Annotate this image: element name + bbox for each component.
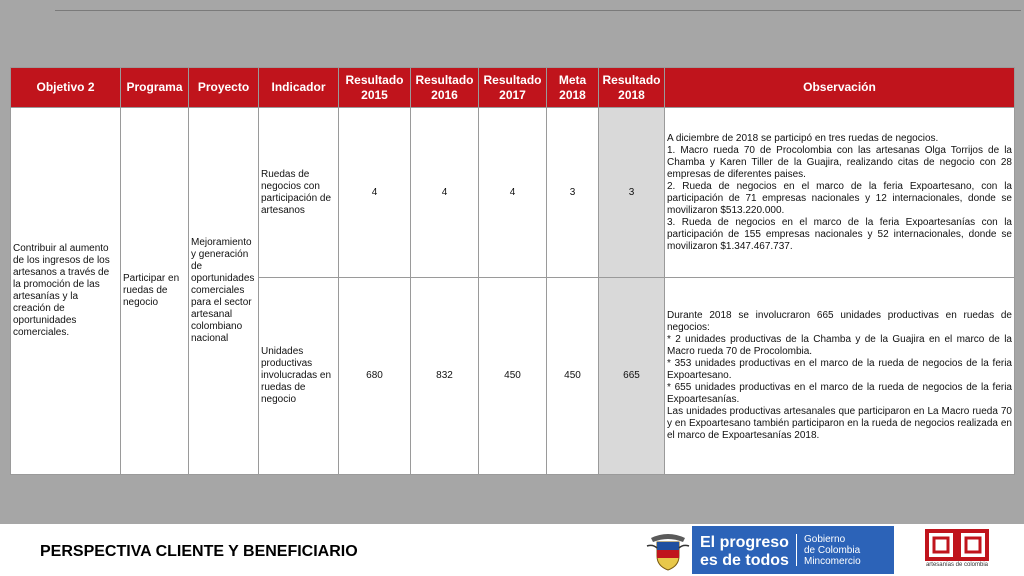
resultado-2015-cell: 4 bbox=[339, 108, 411, 278]
slide-background bbox=[0, 0, 1024, 60]
observacion-line: * 2 unidades productivas de la Chamba y de la Guajira en el marco de la Macro rueda 70 de Procolombia. bbox=[667, 334, 1012, 357]
artesanias-logo-text: artesanías de colombia bbox=[925, 562, 989, 568]
banner-slogan bbox=[700, 534, 789, 570]
header-indicador: Indicador bbox=[259, 68, 339, 108]
header-meta-2018: Meta 2018 bbox=[547, 68, 599, 108]
banner-slogan-line: es de todos bbox=[700, 552, 789, 569]
resultado-2016-cell: 832 bbox=[411, 278, 479, 475]
header-observacion: Observación bbox=[665, 68, 1015, 108]
resultado-2017-cell: 450 bbox=[479, 278, 547, 475]
observacion-cell bbox=[665, 108, 1015, 278]
observacion-line: * 353 unidades productivas en el marco de la rueda de negocios de la feria Expoartesano. bbox=[667, 358, 1012, 381]
header-resultado-2016: Resultado 2016 bbox=[411, 68, 479, 108]
colombia-shield-icon bbox=[645, 528, 691, 572]
banner-gov-line: Mincomercio bbox=[804, 556, 861, 567]
banner-divider bbox=[796, 534, 797, 566]
programa-cell: Participar en ruedas de negocio bbox=[121, 108, 189, 475]
results-table bbox=[10, 67, 1015, 475]
proyecto-cell: Mejoramiento y generación de oportunidades comerciales para el sector artesanal colombiano nacional bbox=[189, 108, 259, 475]
observacion-cell bbox=[665, 278, 1015, 475]
indicador-cell: Ruedas de negocios con participación de artesanos bbox=[259, 108, 339, 278]
meta-2018-cell: 3 bbox=[547, 108, 599, 278]
footer bbox=[0, 524, 1024, 576]
table-row bbox=[11, 108, 1015, 278]
observacion-line: A diciembre de 2018 se participó en tres ruedas de negocios. bbox=[667, 132, 939, 144]
header-programa: Programa bbox=[121, 68, 189, 108]
objetivo-cell: Contribuir al aumento de los ingresos de los artesanos a través de la promoción de las artesanías y la creación de oportunidades comerciales. bbox=[11, 108, 121, 475]
footer-title: PERSPECTIVA CLIENTE Y BENEFICIARIO bbox=[40, 543, 358, 560]
banner-government bbox=[804, 534, 861, 567]
header-resultado-2015: Resultado 2015 bbox=[339, 68, 411, 108]
banner-gov-line: de Colombia bbox=[804, 545, 861, 556]
header-objetivo: Objetivo 2 bbox=[11, 68, 121, 108]
observacion-line: Las unidades productivas artesanales que participaron en La Macro rueda 70 y en Expoartesano también participaron en la rueda de negocios realizada en el marco de Expoartesanías 2018. bbox=[667, 406, 1012, 441]
observacion-line: Durante 2018 se involucraron 665 unidades productivas en ruedas de negocios: bbox=[667, 310, 1012, 333]
indicador-cell: Unidades productivas involucradas en ruedas de negocio bbox=[259, 278, 339, 475]
government-banner bbox=[692, 526, 894, 574]
header-proyecto: Proyecto bbox=[189, 68, 259, 108]
resultado-2017-cell: 4 bbox=[479, 108, 547, 278]
banner-slogan-line: El progreso bbox=[700, 534, 789, 551]
observacion-line: 2. Rueda de negocios en el marco de la feria Expoartesano, con la participación de 71 empresas nacionales y 12 internacionales, donde se movilizaron $513.220.000. bbox=[667, 180, 1012, 216]
header-resultado-2018: Resultado 2018 bbox=[599, 68, 665, 108]
observacion-line: 3. Rueda de negocios en el marco de la feria Expoartesanías con la participación de 155 empresas nacionales y 52 internacionales, donde se movilizaron $1.347.467.737. bbox=[667, 216, 1012, 252]
resultado-2016-cell: 4 bbox=[411, 108, 479, 278]
table-header-row bbox=[11, 68, 1015, 108]
resultado-2015-cell: 680 bbox=[339, 278, 411, 475]
meta-2018-cell: 450 bbox=[547, 278, 599, 475]
banner-gov-line: Gobierno bbox=[804, 534, 846, 545]
observacion-line: * 655 unidades productivas en el marco de la rueda de negocios de la feria Expoartesanías. bbox=[667, 382, 1012, 405]
resultado-2018-cell: 665 bbox=[599, 278, 665, 475]
observacion-line: 1. Macro rueda 70 de Procolombia con las artesanas Olga Torrijos de la Chamba y Karen Tiller de la Guajira, realizando citas de negocio con 28 empresas de diferentes paises. bbox=[667, 144, 1012, 180]
top-divider bbox=[55, 10, 1021, 11]
header-resultado-2017: Resultado 2017 bbox=[479, 68, 547, 108]
resultado-2018-cell: 3 bbox=[599, 108, 665, 278]
